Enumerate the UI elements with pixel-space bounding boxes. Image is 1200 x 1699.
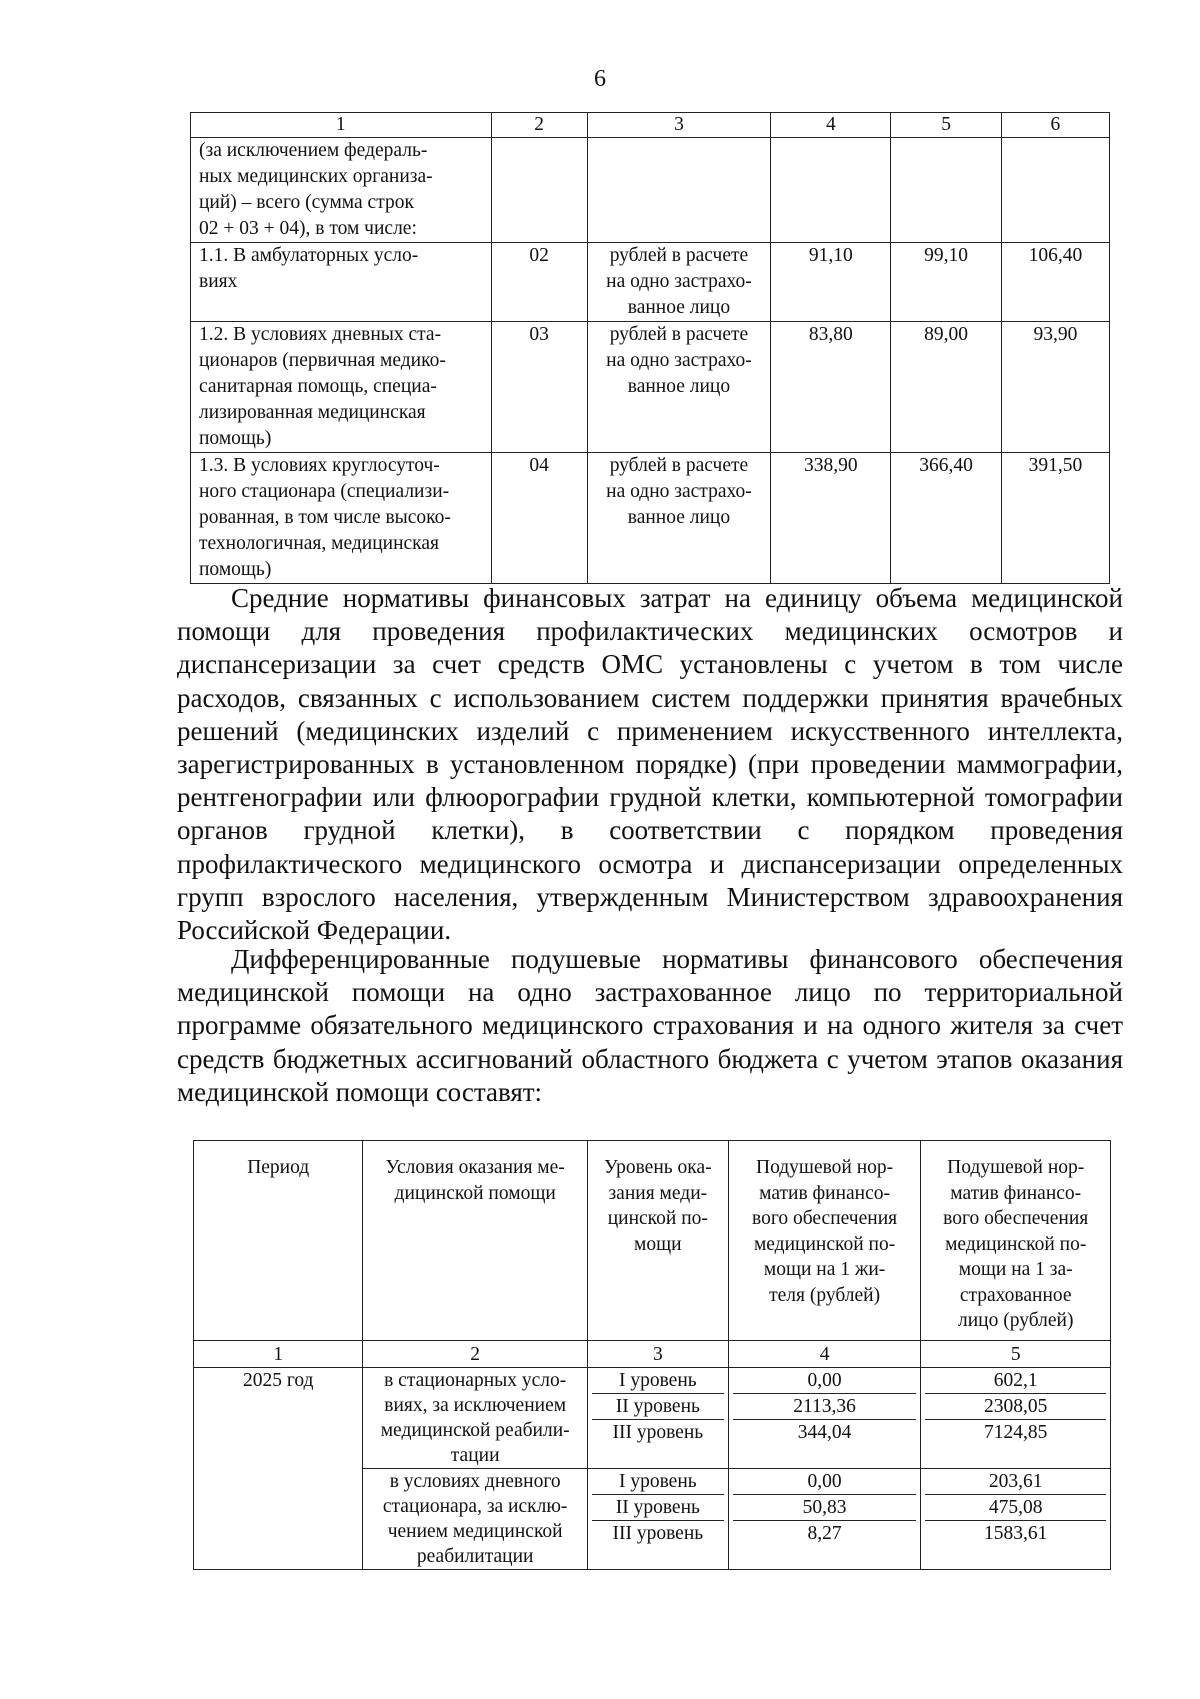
expenditure-standards-table	[190, 112, 1110, 584]
level-cell	[587, 1468, 728, 1569]
per-resident-value: 0,00	[733, 1368, 917, 1394]
table1-row-label: 1.3. В условиях круглосуточ- ного стационара (специализи- рованная, в том числе высоко- технологичная, медицинская помощь)	[191, 453, 492, 584]
per-resident-value: 50,83	[733, 1495, 917, 1521]
header-per-resident: Подушевой нор- матив финансо- вого обеспечения медицинской по- мощи на 1 жи- теля (рублей)	[728, 1141, 921, 1341]
table2-col-number: 4	[728, 1340, 921, 1367]
table1-col-number: 4	[771, 113, 891, 138]
table2-col-number: 1	[194, 1340, 363, 1367]
level-label: I уровень	[592, 1368, 724, 1394]
table1-value: 91,10	[771, 243, 891, 322]
condition-cell: в условиях дневного стационара, за исклю- чением медицинской реабилитации	[363, 1468, 587, 1569]
level-cell	[587, 1367, 728, 1468]
table2-column-numbers	[194, 1340, 1111, 1367]
table2-header-row	[194, 1141, 1111, 1341]
table1-row-label: 1.2. В условиях дневных ста- ционаров (первичная медико- санитарная помощь, специа- лизированная медицинская помощь)	[191, 322, 492, 453]
table1-col-number: 6	[1001, 113, 1109, 138]
table1-row-unit: рублей в расчете на одно застрахо- ванное лицо	[587, 322, 771, 453]
table1-col-number: 1	[191, 113, 492, 138]
per-insured-cell	[921, 1468, 1111, 1569]
paragraph-screening-costs: Средние нормативы финансовых затрат на единицу объема медицинской помощи для проведения профилактических медицинских осмотров и диспансеризации за счет средств ОМС установлены с учетом в том числе расходов, связанных с использованием систем поддержки принятия врачебных решений (медицинских изделий с применением искусственного интеллекта, зарегистрированных в установленном порядке) (при проведении маммографии, рентгенографии или флюорографии грудной клетки, компьютерной томографии органов грудной клетки), в соответствии с порядком проведения профилактического медицинского осмотра и диспансеризации определенных групп взрослого населения, утвержденным Министерством здравоохранения Российской Федерации.	[177, 583, 1123, 946]
header-level: Уровень ока- зания меди- цинской по- мощи	[587, 1141, 728, 1341]
period-cell: 2025 год	[194, 1367, 363, 1569]
header-conditions: Условия оказания ме- дицинской помощи	[363, 1141, 587, 1341]
table2-row	[194, 1367, 1111, 1468]
table1-header-row	[191, 113, 1110, 138]
per-insured-cell	[921, 1367, 1111, 1468]
table1-row-code: 04	[491, 453, 587, 584]
table1-value: 106,40	[1001, 243, 1109, 322]
table1-row-unit: рублей в расчете на одно застрахо- ванное лицо	[587, 243, 771, 322]
table1-value: 99,10	[891, 243, 1001, 322]
per-resident-value: 344,04	[797, 1421, 852, 1443]
per-resident-cell	[728, 1468, 921, 1569]
table1-value: 338,90	[771, 453, 891, 584]
table1-col-number: 5	[891, 113, 1001, 138]
table2-col-number: 2	[363, 1340, 587, 1367]
table1-value: 366,40	[891, 453, 1001, 584]
table2-col-number: 3	[587, 1340, 728, 1367]
per-resident-cell	[728, 1367, 921, 1468]
table1-row-label: 1.1. В амбулаторных усло- виях	[191, 243, 492, 322]
per-resident-value: 2113,36	[733, 1394, 917, 1420]
level-label: III уровень	[612, 1421, 704, 1443]
table1-row-code: 02	[491, 243, 587, 322]
table1-col-number: 2	[491, 113, 587, 138]
table1-row-unit: рублей в расчете на одно застрахо- ванное лицо	[587, 453, 771, 584]
per-insured-value: 7124,85	[984, 1421, 1048, 1443]
per-insured-value: 475,08	[925, 1495, 1106, 1521]
table1-value: 93,90	[1001, 322, 1109, 453]
condition-cell: в стационарных усло- виях, за исключением медицинской реабили- тации	[363, 1367, 587, 1468]
level-label: I уровень	[592, 1469, 724, 1495]
table1-row	[191, 138, 1110, 243]
table1-row-label: (за исключением федераль- ных медицинских организа- ций) – всего (сумма строк 02 + 03 + 04), в том числе:	[191, 138, 492, 243]
per-insured-value: 1583,61	[984, 1522, 1048, 1544]
table1-value: 391,50	[1001, 453, 1109, 584]
table1-row	[191, 322, 1110, 453]
header-per-insured: Подушевой нор- матив финансо- вого обеспечения медицинской по- мощи на 1 за- страхованное лицо (рублей)	[921, 1141, 1111, 1341]
header-period: Период	[194, 1141, 363, 1341]
per-insured-value: 203,61	[925, 1469, 1106, 1495]
table1-value: 89,00	[891, 322, 1001, 453]
level-label: II уровень	[592, 1495, 724, 1521]
table2-col-number: 5	[921, 1340, 1111, 1367]
per-capita-standards-table	[193, 1140, 1111, 1570]
per-resident-value: 8,27	[807, 1522, 842, 1544]
table1-row	[191, 453, 1110, 584]
table1-value: 83,80	[771, 322, 891, 453]
table1-col-number: 3	[587, 113, 771, 138]
level-label: III уровень	[612, 1522, 704, 1544]
per-resident-value: 0,00	[733, 1469, 917, 1495]
page-number: 6	[594, 66, 606, 92]
paragraph-per-capita-standards: Дифференцированные подушевые нормативы финансового обеспечения медицинской помощи на одно застрахованное лицо по территориальной программе обязательного медицинского страхования и на одного жителя за счет средств бюджетных ассигнований областного бюджета с учетом этапов оказания медицинской помощи составят:	[177, 944, 1123, 1107]
table1-row	[191, 243, 1110, 322]
per-insured-value: 2308,05	[925, 1394, 1106, 1420]
per-insured-value: 602,1	[925, 1368, 1106, 1394]
level-label: II уровень	[592, 1394, 724, 1420]
table1-row-code: 03	[491, 322, 587, 453]
